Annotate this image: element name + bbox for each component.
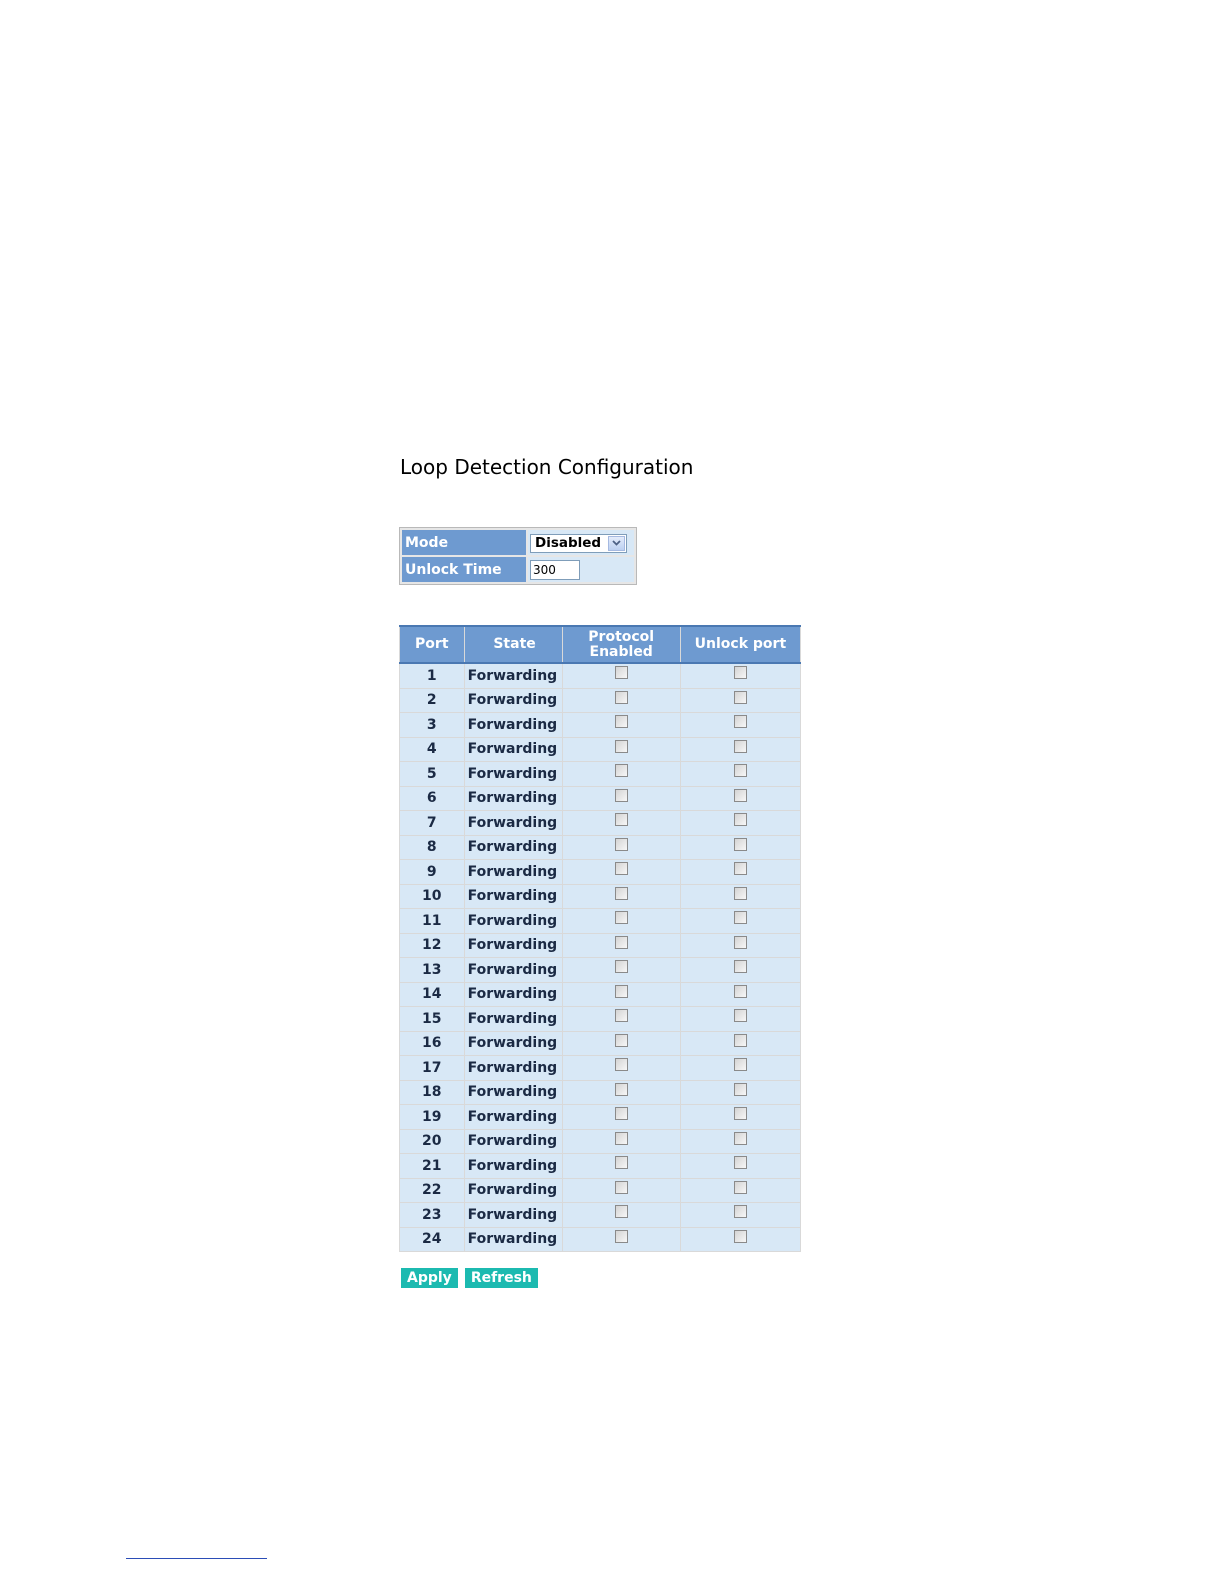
chevron-down-icon[interactable] <box>608 536 625 551</box>
unlock-port-checkbox[interactable] <box>734 862 747 875</box>
refresh-button[interactable]: Refresh <box>465 1268 538 1288</box>
port-table <box>399 625 801 1252</box>
table-row <box>400 1105 801 1130</box>
port-state: Forwarding <box>464 884 562 909</box>
port-state: Forwarding <box>464 1080 562 1105</box>
unlock-port-cell <box>680 762 800 787</box>
unlock-port-checkbox[interactable] <box>734 911 747 924</box>
unlock-port-cell <box>680 1031 800 1056</box>
protocol-enabled-checkbox[interactable] <box>615 1083 628 1096</box>
protocol-enabled-cell <box>562 663 680 688</box>
protocol-enabled-cell <box>562 1178 680 1203</box>
unlock-port-cell <box>680 713 800 738</box>
protocol-enabled-checkbox[interactable] <box>615 813 628 826</box>
unlock-port-checkbox[interactable] <box>734 960 747 973</box>
mode-cell <box>528 530 634 555</box>
footnote-separator <box>126 1558 267 1559</box>
port-number: 6 <box>400 786 465 811</box>
unlock-port-cell <box>680 860 800 885</box>
table-row <box>400 982 801 1007</box>
port-number: 14 <box>400 982 465 1007</box>
unlock-port-checkbox[interactable] <box>734 1009 747 1022</box>
unlock-port-checkbox[interactable] <box>734 813 747 826</box>
unlock-port-checkbox[interactable] <box>734 740 747 753</box>
port-number: 10 <box>400 884 465 909</box>
protocol-enabled-cell <box>562 811 680 836</box>
table-row <box>400 1129 801 1154</box>
unlock-port-cell <box>680 884 800 909</box>
protocol-enabled-checkbox[interactable] <box>615 1132 628 1145</box>
port-state: Forwarding <box>464 909 562 934</box>
port-state: Forwarding <box>464 933 562 958</box>
unlock-port-checkbox[interactable] <box>734 1058 747 1071</box>
unlock-port-checkbox[interactable] <box>734 1083 747 1096</box>
protocol-enabled-cell <box>562 860 680 885</box>
table-row <box>400 811 801 836</box>
protocol-enabled-checkbox[interactable] <box>615 666 628 679</box>
protocol-enabled-checkbox[interactable] <box>615 1009 628 1022</box>
port-number: 5 <box>400 762 465 787</box>
protocol-enabled-cell <box>562 958 680 983</box>
table-row <box>400 762 801 787</box>
protocol-enabled-cell <box>562 1203 680 1228</box>
table-row <box>400 1031 801 1056</box>
table-row <box>400 909 801 934</box>
protocol-enabled-cell <box>562 1007 680 1032</box>
header-unlock-port: Unlock port <box>680 626 800 663</box>
unlock-port-cell <box>680 835 800 860</box>
protocol-enabled-cell <box>562 884 680 909</box>
table-row <box>400 713 801 738</box>
unlock-port-checkbox[interactable] <box>734 1132 747 1145</box>
protocol-enabled-cell <box>562 1154 680 1179</box>
protocol-enabled-checkbox[interactable] <box>615 1205 628 1218</box>
protocol-enabled-checkbox[interactable] <box>615 789 628 802</box>
table-row <box>400 884 801 909</box>
unlock-port-cell <box>680 1203 800 1228</box>
protocol-enabled-cell <box>562 1056 680 1081</box>
unlock-port-checkbox[interactable] <box>734 691 747 704</box>
port-state: Forwarding <box>464 762 562 787</box>
protocol-enabled-cell <box>562 713 680 738</box>
unlock-port-cell <box>680 811 800 836</box>
mode-row <box>402 530 634 555</box>
unlock-port-checkbox[interactable] <box>734 1107 747 1120</box>
port-state: Forwarding <box>464 1129 562 1154</box>
unlock-port-checkbox[interactable] <box>734 936 747 949</box>
port-number: 8 <box>400 835 465 860</box>
protocol-enabled-cell <box>562 909 680 934</box>
unlock-port-checkbox[interactable] <box>734 789 747 802</box>
protocol-enabled-cell <box>562 835 680 860</box>
port-number: 7 <box>400 811 465 836</box>
unlock-port-cell <box>680 786 800 811</box>
table-row <box>400 786 801 811</box>
table-row <box>400 737 801 762</box>
protocol-enabled-cell <box>562 1129 680 1154</box>
port-number: 4 <box>400 737 465 762</box>
port-number: 21 <box>400 1154 465 1179</box>
protocol-enabled-checkbox[interactable] <box>615 764 628 777</box>
unlock-port-checkbox[interactable] <box>734 1156 747 1169</box>
table-row <box>400 1203 801 1228</box>
table-row <box>400 933 801 958</box>
port-state: Forwarding <box>464 835 562 860</box>
header-protocol-line2: Enabled <box>589 643 653 660</box>
port-state: Forwarding <box>464 1203 562 1228</box>
unlock-port-cell <box>680 933 800 958</box>
unlock-port-cell <box>680 1056 800 1081</box>
protocol-enabled-cell <box>562 1105 680 1130</box>
unlock-port-cell <box>680 663 800 688</box>
port-state: Forwarding <box>464 1227 562 1252</box>
button-row <box>401 1268 538 1288</box>
table-row <box>400 958 801 983</box>
unlock-port-cell <box>680 1154 800 1179</box>
protocol-enabled-checkbox[interactable] <box>615 715 628 728</box>
protocol-enabled-checkbox[interactable] <box>615 1034 628 1047</box>
protocol-enabled-checkbox[interactable] <box>615 887 628 900</box>
table-row <box>400 663 801 688</box>
table-row <box>400 1178 801 1203</box>
header-protocol-line1: Protocol <box>588 628 655 645</box>
protocol-enabled-checkbox[interactable] <box>615 838 628 851</box>
table-row <box>400 688 801 713</box>
port-number: 11 <box>400 909 465 934</box>
unlock-port-checkbox[interactable] <box>734 1181 747 1194</box>
protocol-enabled-checkbox[interactable] <box>615 1156 628 1169</box>
unlock-port-checkbox[interactable] <box>734 666 747 679</box>
header-state: State <box>464 626 562 663</box>
unlock-port-checkbox[interactable] <box>734 764 747 777</box>
port-number: 23 <box>400 1203 465 1228</box>
protocol-enabled-cell <box>562 1080 680 1105</box>
protocol-enabled-checkbox[interactable] <box>615 936 628 949</box>
protocol-enabled-cell <box>562 982 680 1007</box>
unlock-port-cell <box>680 737 800 762</box>
port-number: 20 <box>400 1129 465 1154</box>
unlock-port-cell <box>680 982 800 1007</box>
port-number: 17 <box>400 1056 465 1081</box>
port-state: Forwarding <box>464 1154 562 1179</box>
port-state: Forwarding <box>464 786 562 811</box>
table-row <box>400 1080 801 1105</box>
port-state: Forwarding <box>464 860 562 885</box>
port-table-header <box>400 626 801 663</box>
protocol-enabled-checkbox[interactable] <box>615 985 628 998</box>
mode-label: Mode <box>402 530 526 555</box>
table-row <box>400 860 801 885</box>
unlock-port-checkbox[interactable] <box>734 887 747 900</box>
port-state: Forwarding <box>464 663 562 688</box>
protocol-enabled-checkbox[interactable] <box>615 862 628 875</box>
table-row <box>400 1007 801 1032</box>
port-state: Forwarding <box>464 958 562 983</box>
page-title: Loop Detection Configuration <box>400 455 694 479</box>
port-number: 1 <box>400 663 465 688</box>
unlock-port-checkbox[interactable] <box>734 1230 747 1243</box>
unlock-port-cell <box>680 958 800 983</box>
unlock-port-cell <box>680 1105 800 1130</box>
unlock-port-checkbox[interactable] <box>734 985 747 998</box>
protocol-enabled-checkbox[interactable] <box>615 1058 628 1071</box>
port-state: Forwarding <box>464 737 562 762</box>
unlock-port-checkbox[interactable] <box>734 1205 747 1218</box>
port-number: 18 <box>400 1080 465 1105</box>
port-number: 24 <box>400 1227 465 1252</box>
loop-config-table <box>399 527 637 585</box>
protocol-enabled-checkbox[interactable] <box>615 740 628 753</box>
port-number: 16 <box>400 1031 465 1056</box>
protocol-enabled-cell <box>562 688 680 713</box>
port-state: Forwarding <box>464 1007 562 1032</box>
protocol-enabled-checkbox[interactable] <box>615 911 628 924</box>
unlock-time-row <box>402 557 634 582</box>
port-state: Forwarding <box>464 811 562 836</box>
port-state: Forwarding <box>464 713 562 738</box>
unlock-time-label: Unlock Time <box>402 557 526 582</box>
table-row <box>400 1227 801 1252</box>
port-state: Forwarding <box>464 982 562 1007</box>
protocol-enabled-checkbox[interactable] <box>615 1230 628 1243</box>
table-row <box>400 1056 801 1081</box>
protocol-enabled-checkbox[interactable] <box>615 691 628 704</box>
unlock-port-cell <box>680 688 800 713</box>
unlock-time-cell <box>528 557 634 582</box>
port-number: 2 <box>400 688 465 713</box>
unlock-port-checkbox[interactable] <box>734 715 747 728</box>
unlock-port-cell <box>680 1007 800 1032</box>
protocol-enabled-cell <box>562 1031 680 1056</box>
port-state: Forwarding <box>464 1105 562 1130</box>
unlock-port-cell <box>680 1227 800 1252</box>
mode-select[interactable] <box>530 534 627 553</box>
port-state: Forwarding <box>464 1178 562 1203</box>
port-number: 15 <box>400 1007 465 1032</box>
unlock-time-input[interactable] <box>530 560 580 580</box>
header-protocol-enabled <box>562 626 680 663</box>
unlock-port-cell <box>680 909 800 934</box>
unlock-port-cell <box>680 1080 800 1105</box>
port-number: 22 <box>400 1178 465 1203</box>
unlock-port-checkbox[interactable] <box>734 838 747 851</box>
protocol-enabled-checkbox[interactable] <box>615 1181 628 1194</box>
port-state: Forwarding <box>464 1056 562 1081</box>
header-port: Port <box>400 626 465 663</box>
port-number: 3 <box>400 713 465 738</box>
port-number: 13 <box>400 958 465 983</box>
port-number: 9 <box>400 860 465 885</box>
unlock-port-cell <box>680 1178 800 1203</box>
protocol-enabled-cell <box>562 1227 680 1252</box>
table-row <box>400 835 801 860</box>
port-number: 12 <box>400 933 465 958</box>
protocol-enabled-checkbox[interactable] <box>615 1107 628 1120</box>
table-row <box>400 1154 801 1179</box>
port-state: Forwarding <box>464 1031 562 1056</box>
unlock-port-cell <box>680 1129 800 1154</box>
apply-button[interactable]: Apply <box>401 1268 458 1288</box>
unlock-port-checkbox[interactable] <box>734 1034 747 1047</box>
protocol-enabled-cell <box>562 933 680 958</box>
protocol-enabled-cell <box>562 737 680 762</box>
protocol-enabled-cell <box>562 786 680 811</box>
protocol-enabled-cell <box>562 762 680 787</box>
protocol-enabled-checkbox[interactable] <box>615 960 628 973</box>
port-number: 19 <box>400 1105 465 1130</box>
port-state: Forwarding <box>464 688 562 713</box>
mode-select-value: Disabled <box>535 535 602 552</box>
